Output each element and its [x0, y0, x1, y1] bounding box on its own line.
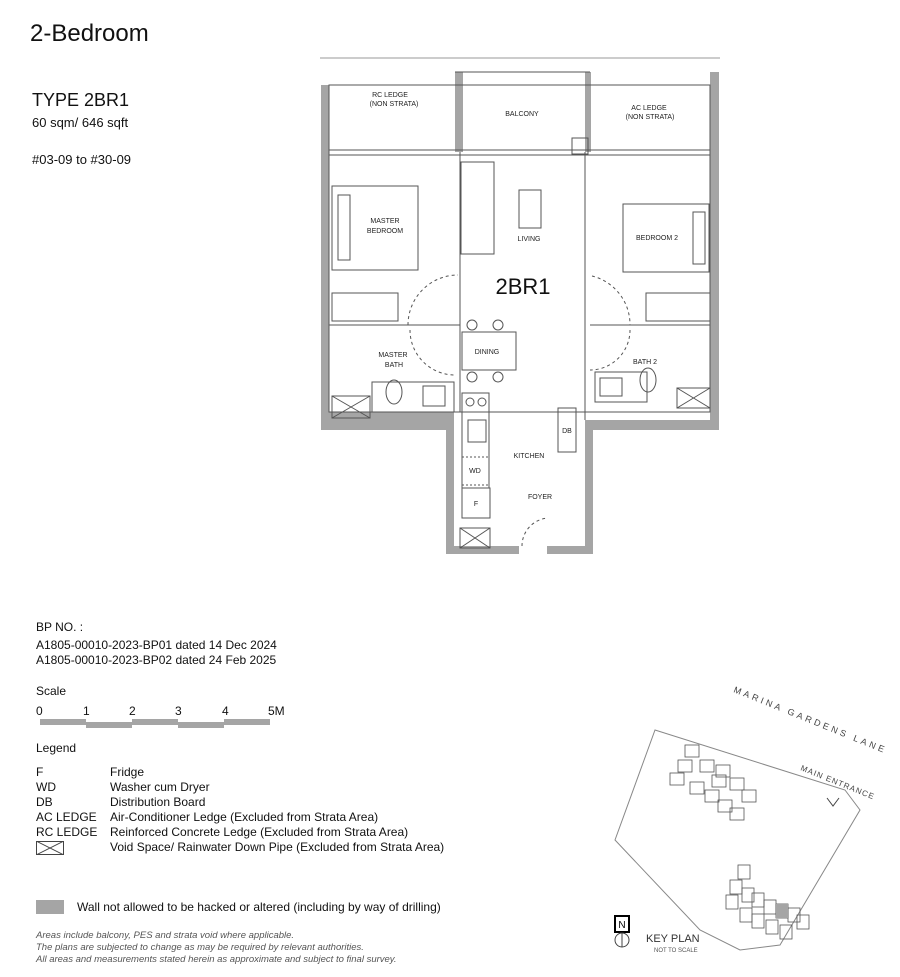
legend-value: Air-Conditioner Ledge (Excluded from Strata Area) — [110, 810, 379, 824]
wd-label: WD — [469, 468, 481, 475]
scale-tick-1: 1 — [83, 704, 90, 718]
master-bedroom-sub: BEDROOM — [366, 228, 404, 235]
bp-line-2: A1805-00010-2023-BP02 dated 24 Feb 2025 — [36, 653, 277, 667]
wall-swatch — [36, 900, 64, 914]
legend-key: RC LEDGE — [36, 825, 98, 839]
scale-tick-5: 5M — [268, 704, 285, 718]
master-bedroom-label: MASTER — [370, 218, 400, 225]
legend-key: AC LEDGE — [36, 810, 97, 824]
page-title: 2-Bedroom — [30, 20, 149, 47]
bp-label: BP NO. : — [36, 620, 84, 634]
bath2-label: BATH 2 — [633, 359, 657, 366]
master-bath-sub: BATH — [384, 362, 404, 369]
ac-ledge-label: AC LEDGE — [631, 105, 667, 112]
legend-value: Fridge — [110, 765, 145, 779]
foyer-label: FOYER — [527, 494, 553, 501]
balcony-label: BALCONY — [505, 111, 539, 118]
footnote: Areas include balcony, PES and strata void where applicable. — [36, 930, 295, 941]
living-label: LIVING — [517, 236, 541, 243]
scale-segment — [178, 722, 224, 728]
footnote: All areas and measurements stated herein as approximate and subject to final survey. — [36, 954, 397, 965]
north-label: N — [618, 920, 626, 931]
scale-label: Scale — [36, 684, 67, 698]
rc-ledge-label: RC LEDGE — [372, 92, 408, 99]
legend-value: Washer cum Dryer — [110, 780, 210, 794]
main-entrance-label: MAIN ENTRANCE — [799, 763, 877, 802]
bp-line-1: A1805-00010-2023-BP01 dated 14 Dec 2024 — [36, 638, 277, 652]
footnote: The plans are subjected to change as may be required by relevant authorities. — [36, 942, 364, 953]
scale-tick-3: 3 — [175, 704, 182, 718]
key-plan-subtitle: NOT TO SCALE — [654, 948, 698, 954]
unit-area: 60 sqm/ 646 sqft — [32, 115, 129, 130]
fridge-label: F — [473, 501, 479, 508]
road-label: MARINA GARDENS LANE — [732, 684, 889, 756]
floor-plan — [318, 52, 724, 557]
legend-value: Void Space/ Rainwater Down Pipe (Excluded from Strata Area) — [110, 840, 445, 854]
plan-type-label: 2BR1 — [495, 274, 551, 299]
wall-note: Wall not allowed to be hacked or altered (including by way of drilling) — [77, 900, 441, 914]
scale-segment — [86, 722, 132, 728]
bedroom2-label: BEDROOM 2 — [635, 235, 679, 242]
scale-segment — [224, 719, 270, 725]
scale-tick-0: 0 — [36, 704, 43, 718]
structural-walls — [321, 72, 719, 554]
scale-segment — [132, 719, 178, 725]
scale-tick-2: 2 — [129, 704, 136, 718]
legend-key: WD — [36, 780, 56, 794]
legend-label: Legend — [36, 741, 77, 755]
unit-numbers: #03-09 to #30-09 — [32, 152, 132, 167]
scale-segment — [40, 719, 86, 725]
scale-tick-4: 4 — [222, 704, 229, 718]
db-label: DB — [562, 428, 572, 435]
master-bath-label: MASTER — [378, 352, 408, 359]
unit-type: TYPE 2BR1 — [32, 90, 130, 110]
legend-key: DB — [36, 795, 53, 809]
legend-value: Distribution Board — [110, 795, 206, 809]
ac-ledge-sub: (NON STRATA) — [625, 114, 675, 121]
rc-ledge-sub: (NON STRATA) — [369, 101, 419, 108]
key-plan — [600, 680, 890, 970]
key-plan-title: KEY PLAN — [646, 933, 700, 945]
dining-label: DINING — [474, 349, 500, 356]
legend-value: Reinforced Concrete Ledge (Excluded from Strata Area) — [110, 825, 409, 839]
void-space-icon — [36, 841, 64, 855]
legend-key: F — [36, 765, 44, 779]
kitchen-label: KITCHEN — [513, 453, 545, 460]
